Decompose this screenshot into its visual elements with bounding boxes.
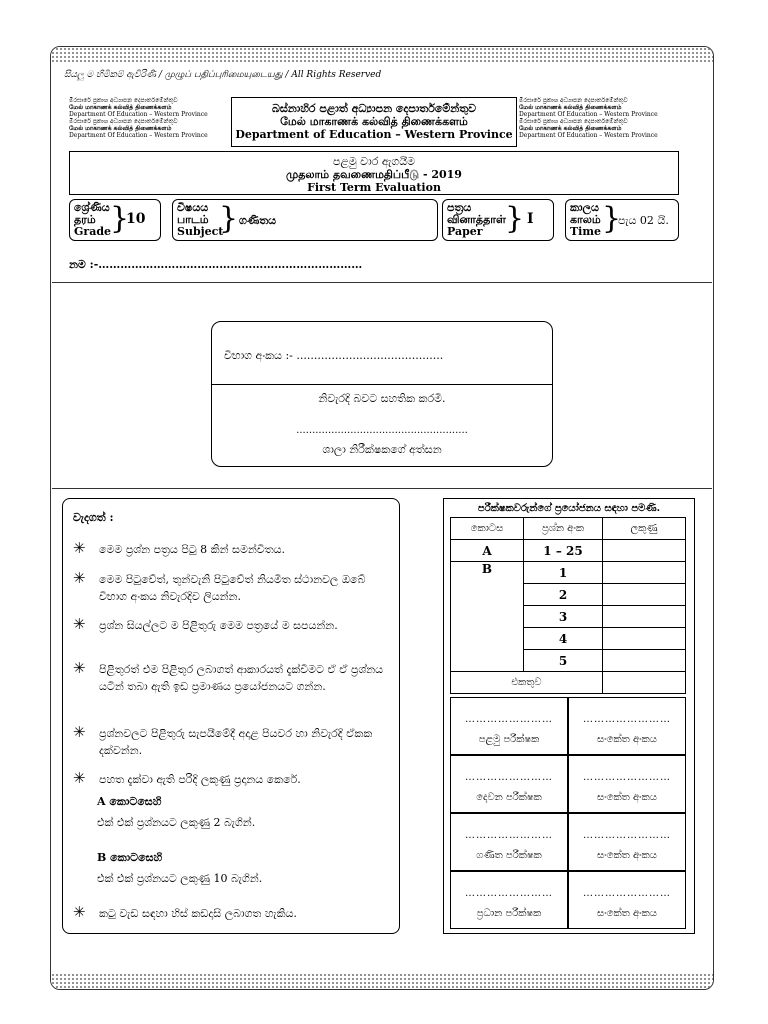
department-si: බස්නාහිර පළාත් අධ්‍යාපන දෙපාර්තමේන්තුව bbox=[271, 102, 477, 115]
question-cell: 4 bbox=[524, 628, 603, 650]
side-line: මිරසාරේ ප්‍රකාශ අධ්‍යාපන දෙපාර්තමේන්තුව bbox=[519, 97, 628, 104]
time-label-ta: காலம் bbox=[570, 213, 601, 226]
paper-label-en: Paper bbox=[447, 225, 483, 238]
brace: } bbox=[602, 201, 622, 236]
subject-label-si: විෂයය bbox=[177, 201, 209, 214]
asterisk-icon: ✳ bbox=[73, 615, 86, 633]
certify-text: නිවැරදි බවට සහතික කරමි. bbox=[318, 392, 446, 405]
instruction-item: ✳ පිළිතුරත් එම පිළිතුර ලබාගත් ආකාරයත් දැක්වීමට ඒ ඒ ප්‍රශ්නය යටින් තබා ඇති ඉඩ ප්‍රමාණය ප්‍රයෝජනයට ගන්න. bbox=[73, 659, 384, 693]
marks-table bbox=[450, 517, 686, 694]
examiner-title: පරීක්ෂකවරුන්ගේ ප්‍රයෝජනය සඳහා පමණි. bbox=[477, 503, 661, 514]
side-line: மேல் மாகாணக் கல்வித் திணைக்களம் bbox=[69, 125, 172, 132]
marks-cell[interactable] bbox=[603, 562, 686, 584]
instructions-box bbox=[62, 498, 400, 934]
side-line: மேல் மாகாணக் கல்வித் திணைக்களம் bbox=[519, 125, 622, 132]
department-box bbox=[231, 97, 517, 147]
column-header: ප්‍රශ්න අංක bbox=[524, 518, 603, 540]
asterisk-icon: ✳ bbox=[73, 539, 86, 557]
chief-examiner-cell[interactable]: …………………… ප්‍රධාන පරීක්ෂක bbox=[450, 871, 568, 929]
side-line: மேல் மாகாணக் கல்வித் திணைக்களம் bbox=[69, 104, 172, 111]
second-examiner-cell[interactable]: …………………… දෙවන පරීක්ෂක bbox=[450, 755, 568, 813]
bottom-border-pattern bbox=[51, 973, 713, 989]
right-side-text bbox=[519, 97, 679, 139]
part-cell: B bbox=[451, 562, 524, 672]
side-line: Department Of Education – Western Province bbox=[519, 111, 658, 118]
asterisk-icon: ✳ bbox=[73, 903, 86, 921]
question-cell: 2 bbox=[524, 584, 603, 606]
question-cell: 5 bbox=[524, 650, 603, 672]
header-divider bbox=[52, 282, 712, 283]
marks-cell[interactable] bbox=[603, 650, 686, 672]
total-label: එකතුව bbox=[451, 672, 603, 694]
question-cell: 1 bbox=[524, 562, 603, 584]
table-row bbox=[451, 562, 686, 584]
question-cell: 1 – 25 bbox=[524, 540, 603, 562]
part-a-text: එක් එක් ප්‍රශ්නයට ලකුණු 2 බැගින්. bbox=[97, 816, 256, 829]
index-box-divider bbox=[212, 384, 552, 385]
instruction-item: ✳ කටු වැඩ සඳහා හිස් කඩදාසි ලබාගත හැකිය. bbox=[73, 903, 297, 921]
exam-title-en: First Term Evaluation bbox=[307, 181, 441, 194]
grade-label-si: ශ්‍රේණිය bbox=[74, 201, 110, 214]
marks-cell[interactable] bbox=[603, 628, 686, 650]
subject-value: ගණිතය bbox=[239, 214, 277, 227]
grade-value: 10 bbox=[126, 211, 146, 227]
index-number-field[interactable]: විභාග අංකය :- .......................................... bbox=[224, 349, 444, 362]
paper-box bbox=[442, 199, 554, 241]
asterisk-icon: ✳ bbox=[73, 769, 86, 787]
code-number-cell[interactable]: …………………… සංකේත අංකය bbox=[568, 813, 686, 871]
department-ta: மேல் மாகாணக் கல்வித் திணைக்களம் bbox=[280, 115, 468, 128]
code-number-cell[interactable]: …………………… සංකේත අංකය bbox=[568, 697, 686, 755]
first-examiner-cell[interactable]: …………………… පළමු පරීක්ෂක bbox=[450, 697, 568, 755]
time-box bbox=[565, 199, 679, 241]
table-row bbox=[451, 540, 686, 562]
side-line: மேல் மாகாணக் கல்வித் திணைக்களம் bbox=[519, 104, 622, 111]
exam-title-ta: முதலாம் தவணைமதிப்பீடு - 2019 bbox=[286, 168, 462, 181]
grade-label-ta: தரம் bbox=[74, 213, 96, 226]
name-field[interactable]: නම :-……………………………………………………………… bbox=[69, 258, 363, 271]
top-border-pattern bbox=[51, 47, 713, 63]
exam-title-si: පළමු වාර ඇගයීම bbox=[332, 155, 416, 168]
rights-notice: සියලු ම හිමිකම් ඇවිරිණි / முழுப் பதிப்புரிமையுடையது / All Rights Reserved bbox=[64, 70, 382, 80]
part-cell: A bbox=[451, 540, 524, 562]
time-value: පැය 02 යි. bbox=[618, 214, 669, 227]
subject-label-en: Subject bbox=[177, 225, 224, 238]
maths-examiner-cell[interactable]: …………………… ගණිත පරීක්ෂක bbox=[450, 813, 568, 871]
side-line: මිරසාරේ ප්‍රකාශ අධ්‍යාපන දෙපාර්තමේන්තුව bbox=[519, 118, 628, 125]
column-header: කොටස bbox=[451, 518, 524, 540]
examiner-use-box bbox=[443, 498, 695, 934]
grade-box bbox=[69, 199, 161, 241]
total-cell[interactable] bbox=[603, 672, 686, 694]
instruction-item: ✳ මෙම පිටුවේත්, තුන්වැනි පිටුවේත් නියමිත ස්ථානවල ඔබේ විභාග අංකය නිවැරදිව ලියන්න. bbox=[73, 569, 366, 603]
asterisk-icon: ✳ bbox=[73, 659, 86, 677]
subject-label-ta: பாடம் bbox=[177, 213, 209, 226]
paper-label-ta: வினாத்தாள் bbox=[447, 213, 506, 226]
instruction-item: ✳ මෙම ප්‍රශ්න පත්‍රය පිටු 8 කින් සමන්විතය. bbox=[73, 539, 286, 557]
time-label-en: Time bbox=[570, 225, 602, 238]
side-line: මිරසාරේ ප්‍රකාශ අධ්‍යාපන දෙපාර්තමේන්තුව bbox=[69, 97, 178, 104]
total-row bbox=[451, 672, 686, 694]
side-line: Department Of Education – Western Province bbox=[519, 132, 658, 139]
side-line: Department Of Education – Western Province bbox=[69, 111, 208, 118]
part-b-title: B කොටසෙහි bbox=[97, 851, 163, 864]
grade-label-en: Grade bbox=[74, 225, 112, 238]
table-header-row bbox=[451, 518, 686, 540]
part-b-text: එක් එක් ප්‍රශ්නයට ලකුණු 10 බැගින්. bbox=[97, 872, 263, 885]
left-side-text bbox=[69, 97, 229, 139]
exam-title-box bbox=[69, 151, 679, 195]
marks-cell[interactable] bbox=[603, 540, 686, 562]
department-en: Department of Education – Western Province bbox=[235, 128, 513, 141]
instruction-item: ✳ ප්‍රශ්නවලට පිළිතුරු සැපයීමේදී අදාළ පියවර හා නිවැරදි ඒකක දක්වන්න. bbox=[73, 723, 373, 757]
instruction-item: ✳ ප්‍රශ්න සියල්ලට ම පිළිතුරු මෙම පත්‍රයේ ම සපයන්න. bbox=[73, 615, 338, 633]
subject-box bbox=[172, 199, 438, 241]
code-number-cell[interactable]: …………………… සංකේත අංකය bbox=[568, 755, 686, 813]
side-line: මිරසාරේ ප්‍රකාශ අධ්‍යාපන දෙපාර්තමේන්තුව bbox=[69, 118, 178, 125]
instructions-title: වැදගත් : bbox=[73, 511, 114, 524]
examiner-signatures bbox=[450, 697, 686, 953]
brace: } bbox=[219, 201, 239, 236]
brace: } bbox=[110, 201, 130, 236]
middle-divider bbox=[52, 488, 712, 489]
signature-line[interactable]: ...................................................... bbox=[296, 425, 468, 436]
paper-label-si: පත්‍රය bbox=[447, 201, 472, 214]
index-number-box bbox=[211, 321, 553, 467]
part-a-title: A කොටසෙහි bbox=[97, 795, 162, 808]
marks-cell[interactable] bbox=[603, 584, 686, 606]
supervisor-signature-label: ශාලා නිරීක්ෂකගේ අත්සන bbox=[322, 443, 442, 456]
brace: } bbox=[505, 201, 525, 236]
time-label-si: කාලය bbox=[570, 201, 599, 214]
paper-value: I bbox=[527, 211, 534, 227]
column-header: ලකුණු bbox=[603, 518, 686, 540]
asterisk-icon: ✳ bbox=[73, 569, 86, 587]
asterisk-icon: ✳ bbox=[73, 723, 86, 741]
marks-cell[interactable] bbox=[603, 606, 686, 628]
code-number-cell[interactable]: …………………… සංකේත අංකය bbox=[568, 871, 686, 929]
question-cell: 3 bbox=[524, 606, 603, 628]
instruction-item: ✳ පහත දැක්වා ඇති පරිදි ලකුණු ප්‍රදානය කෙරේ. bbox=[73, 769, 301, 787]
side-line: Department Of Education – Western Province bbox=[69, 132, 208, 139]
